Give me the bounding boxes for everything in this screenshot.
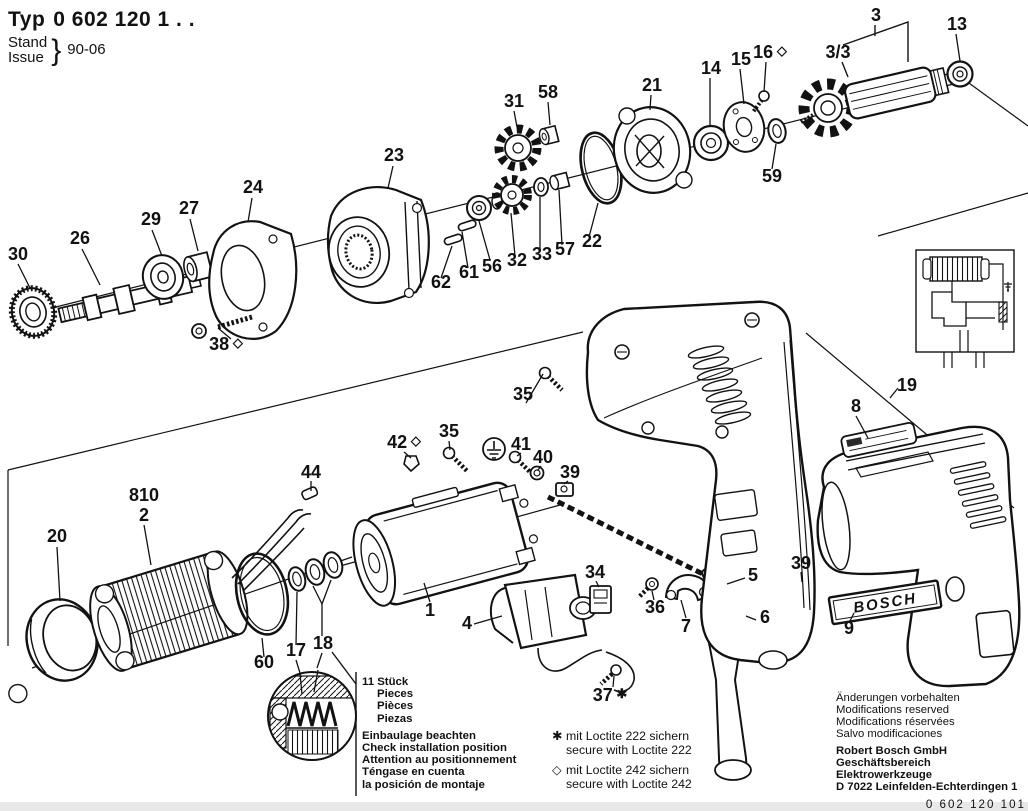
typ-label: Typ: [8, 8, 46, 31]
part-56-bearing: [467, 196, 491, 220]
loctite-242-en: secure with Loctite 242: [566, 776, 692, 791]
typ-value: 0 602 120 1 . .: [53, 8, 196, 31]
part-label-30: 30: [7, 244, 29, 264]
legal-es: Salvo modificaciones: [836, 727, 943, 740]
loctite-notes: [552, 730, 692, 798]
part-label-40: 40: [532, 447, 554, 467]
part-40-washer: [531, 467, 544, 480]
part-label-44: 44: [300, 462, 322, 482]
legal-en: Modifications reserved: [836, 703, 950, 716]
part-33-washer: [534, 178, 548, 196]
part-label-57: 57: [554, 239, 576, 259]
part-label-22: 22: [581, 231, 603, 251]
part-label-38: 38 ◇: [209, 334, 243, 354]
part-label-27: 27: [178, 198, 200, 218]
part-label-16: 16 ◇: [753, 42, 787, 62]
part-13-bearing: [948, 62, 973, 87]
part-label-810: 810: [128, 485, 160, 505]
part-57-sleeve: [549, 173, 570, 191]
part-label-41: 41: [510, 434, 532, 454]
label-3-bracket: [842, 22, 908, 77]
pieces-count: 11 Stück: [362, 676, 409, 688]
part-label-39: 39: [790, 553, 812, 573]
star-marker: ✱: [552, 729, 563, 743]
part-label-35: 35: [438, 421, 460, 441]
company-address: D 7022 Leinfelden-Echterdingen 1: [836, 780, 1018, 793]
loctite-242-de: mit Loctite 242 sichern: [566, 763, 690, 778]
part-32-gear: [492, 179, 528, 211]
part-label-56: 56: [481, 256, 503, 276]
part-label-20: 20: [46, 526, 68, 546]
part-label-9: 9: [843, 618, 855, 638]
issue-value: 90-06: [67, 40, 106, 58]
part-44-wire-cap: [301, 486, 318, 500]
loctite-note-242: [552, 764, 692, 791]
loctite-222-en: secure with Loctite 222: [566, 742, 692, 757]
document-number: 0 602 120 101: [925, 797, 1026, 811]
part-label-14: 14: [700, 58, 722, 78]
part-label-58: 58: [537, 82, 559, 102]
part-62-pin: [444, 233, 463, 245]
part-label-29: 29: [140, 209, 162, 229]
outer-housing-shell: [818, 427, 1020, 686]
part-label-6: 6: [759, 607, 771, 627]
install-note-es2: la posición de montaje: [362, 778, 485, 791]
issue-label: Issue: [8, 49, 44, 67]
pieces-fr: Pièces: [377, 700, 414, 713]
part-label-8: 8: [850, 396, 862, 416]
part-30-ring-nut: [7, 283, 60, 340]
install-note-es1: Téngase en cuenta: [362, 766, 465, 779]
part-35-screw-motor: [444, 448, 469, 473]
type-number-row: [8, 8, 195, 32]
part-31-gear: [499, 129, 537, 167]
part-59-washer: [766, 117, 788, 144]
loctite-222-de: mit Loctite 222 sichern: [566, 729, 690, 743]
part-label-13: 13: [946, 14, 968, 34]
part-label-32: 32: [506, 250, 528, 270]
company-division: Geschäftsbereich Elektrowerkzeuge: [836, 756, 933, 781]
part-label-23: 23: [383, 145, 405, 165]
diamond-marker: ◇: [552, 763, 562, 778]
part-18-washers: [303, 550, 345, 587]
loctite-note-222: [552, 730, 692, 757]
part-label-18: 18: [312, 633, 334, 653]
part-35-screw-housing: [540, 368, 563, 391]
wiring-diagram-inset: [916, 250, 1014, 368]
part-17-washer: [286, 565, 308, 592]
part-14-bearing: [694, 126, 728, 160]
grounding-symbol: [483, 438, 505, 460]
install-note-fr: Attention au positionnement: [362, 754, 517, 767]
install-note-de: Einbaulage beachten: [362, 729, 476, 742]
part-label-24: 24: [242, 177, 264, 197]
part-39-clip: [556, 483, 573, 496]
part-24-bearing-cover: [209, 221, 296, 339]
part-label-3-3: 3/3: [825, 42, 851, 62]
inner-housing-shell: [584, 302, 815, 669]
legal-fr: Modifications réservées: [836, 715, 955, 728]
part-3-armature: [801, 61, 959, 132]
part-label-36: 36: [644, 597, 666, 617]
part-label-39: 39: [559, 462, 581, 482]
part-label-5: 5: [747, 565, 759, 585]
part-36-screw: [639, 578, 658, 597]
installation-note-block: [362, 676, 516, 791]
part-label-17: 17: [285, 640, 307, 660]
issue-row: [8, 34, 195, 68]
part-label-35: 35: [512, 384, 534, 404]
part-58-sleeve: [538, 126, 559, 146]
part-label-42: 42 ◇: [387, 432, 421, 452]
pieces-en: Pieces: [377, 688, 414, 701]
brace-glyph: }: [51, 33, 62, 67]
legal-block: [836, 693, 1026, 811]
part-37-screw: [601, 665, 621, 684]
company-name: Robert Bosch GmbH: [836, 744, 948, 757]
part-label-61: 61: [458, 262, 480, 282]
detail-inset-circle: [268, 670, 358, 760]
housing-panel: [976, 610, 1014, 657]
power-cable-striped: [548, 497, 703, 574]
part-23-gear-housing: [323, 187, 428, 303]
pieces-es: Piezas: [377, 712, 413, 725]
part-label-37: 37 ✱: [592, 685, 628, 705]
part-label-26: 26: [69, 228, 91, 248]
part-label-62: 62: [430, 272, 452, 292]
part-label-59: 59: [761, 166, 783, 186]
legal-de: Änderungen vorbehalten: [836, 692, 960, 704]
part-4-switch: [491, 575, 596, 648]
part-42-cap: [404, 456, 419, 471]
part-label-2: 2: [138, 505, 150, 525]
part-label-1: 1: [424, 600, 436, 620]
install-note-en: Check installation position: [362, 742, 507, 755]
part-label-3: 3: [870, 5, 882, 25]
spindle-assembly: [7, 22, 973, 341]
part-label-34: 34: [584, 562, 606, 582]
housing-hole: [946, 577, 964, 601]
part-label-31: 31: [503, 91, 525, 111]
part-label-60: 60: [253, 652, 275, 672]
part-34-terminal-block: [590, 586, 611, 613]
title-block: [8, 8, 195, 67]
part-label-4: 4: [461, 613, 473, 633]
part-label-7: 7: [680, 616, 692, 636]
stand-label: Stand: [8, 33, 48, 51]
bosch-logo-text: BOSCH: [852, 589, 919, 617]
part-label-19: 19: [896, 375, 918, 395]
part-label-33: 33: [531, 244, 553, 264]
part-label-15: 15: [730, 49, 752, 69]
part-label-21: 21: [641, 75, 663, 95]
part-61-pin: [458, 219, 477, 231]
